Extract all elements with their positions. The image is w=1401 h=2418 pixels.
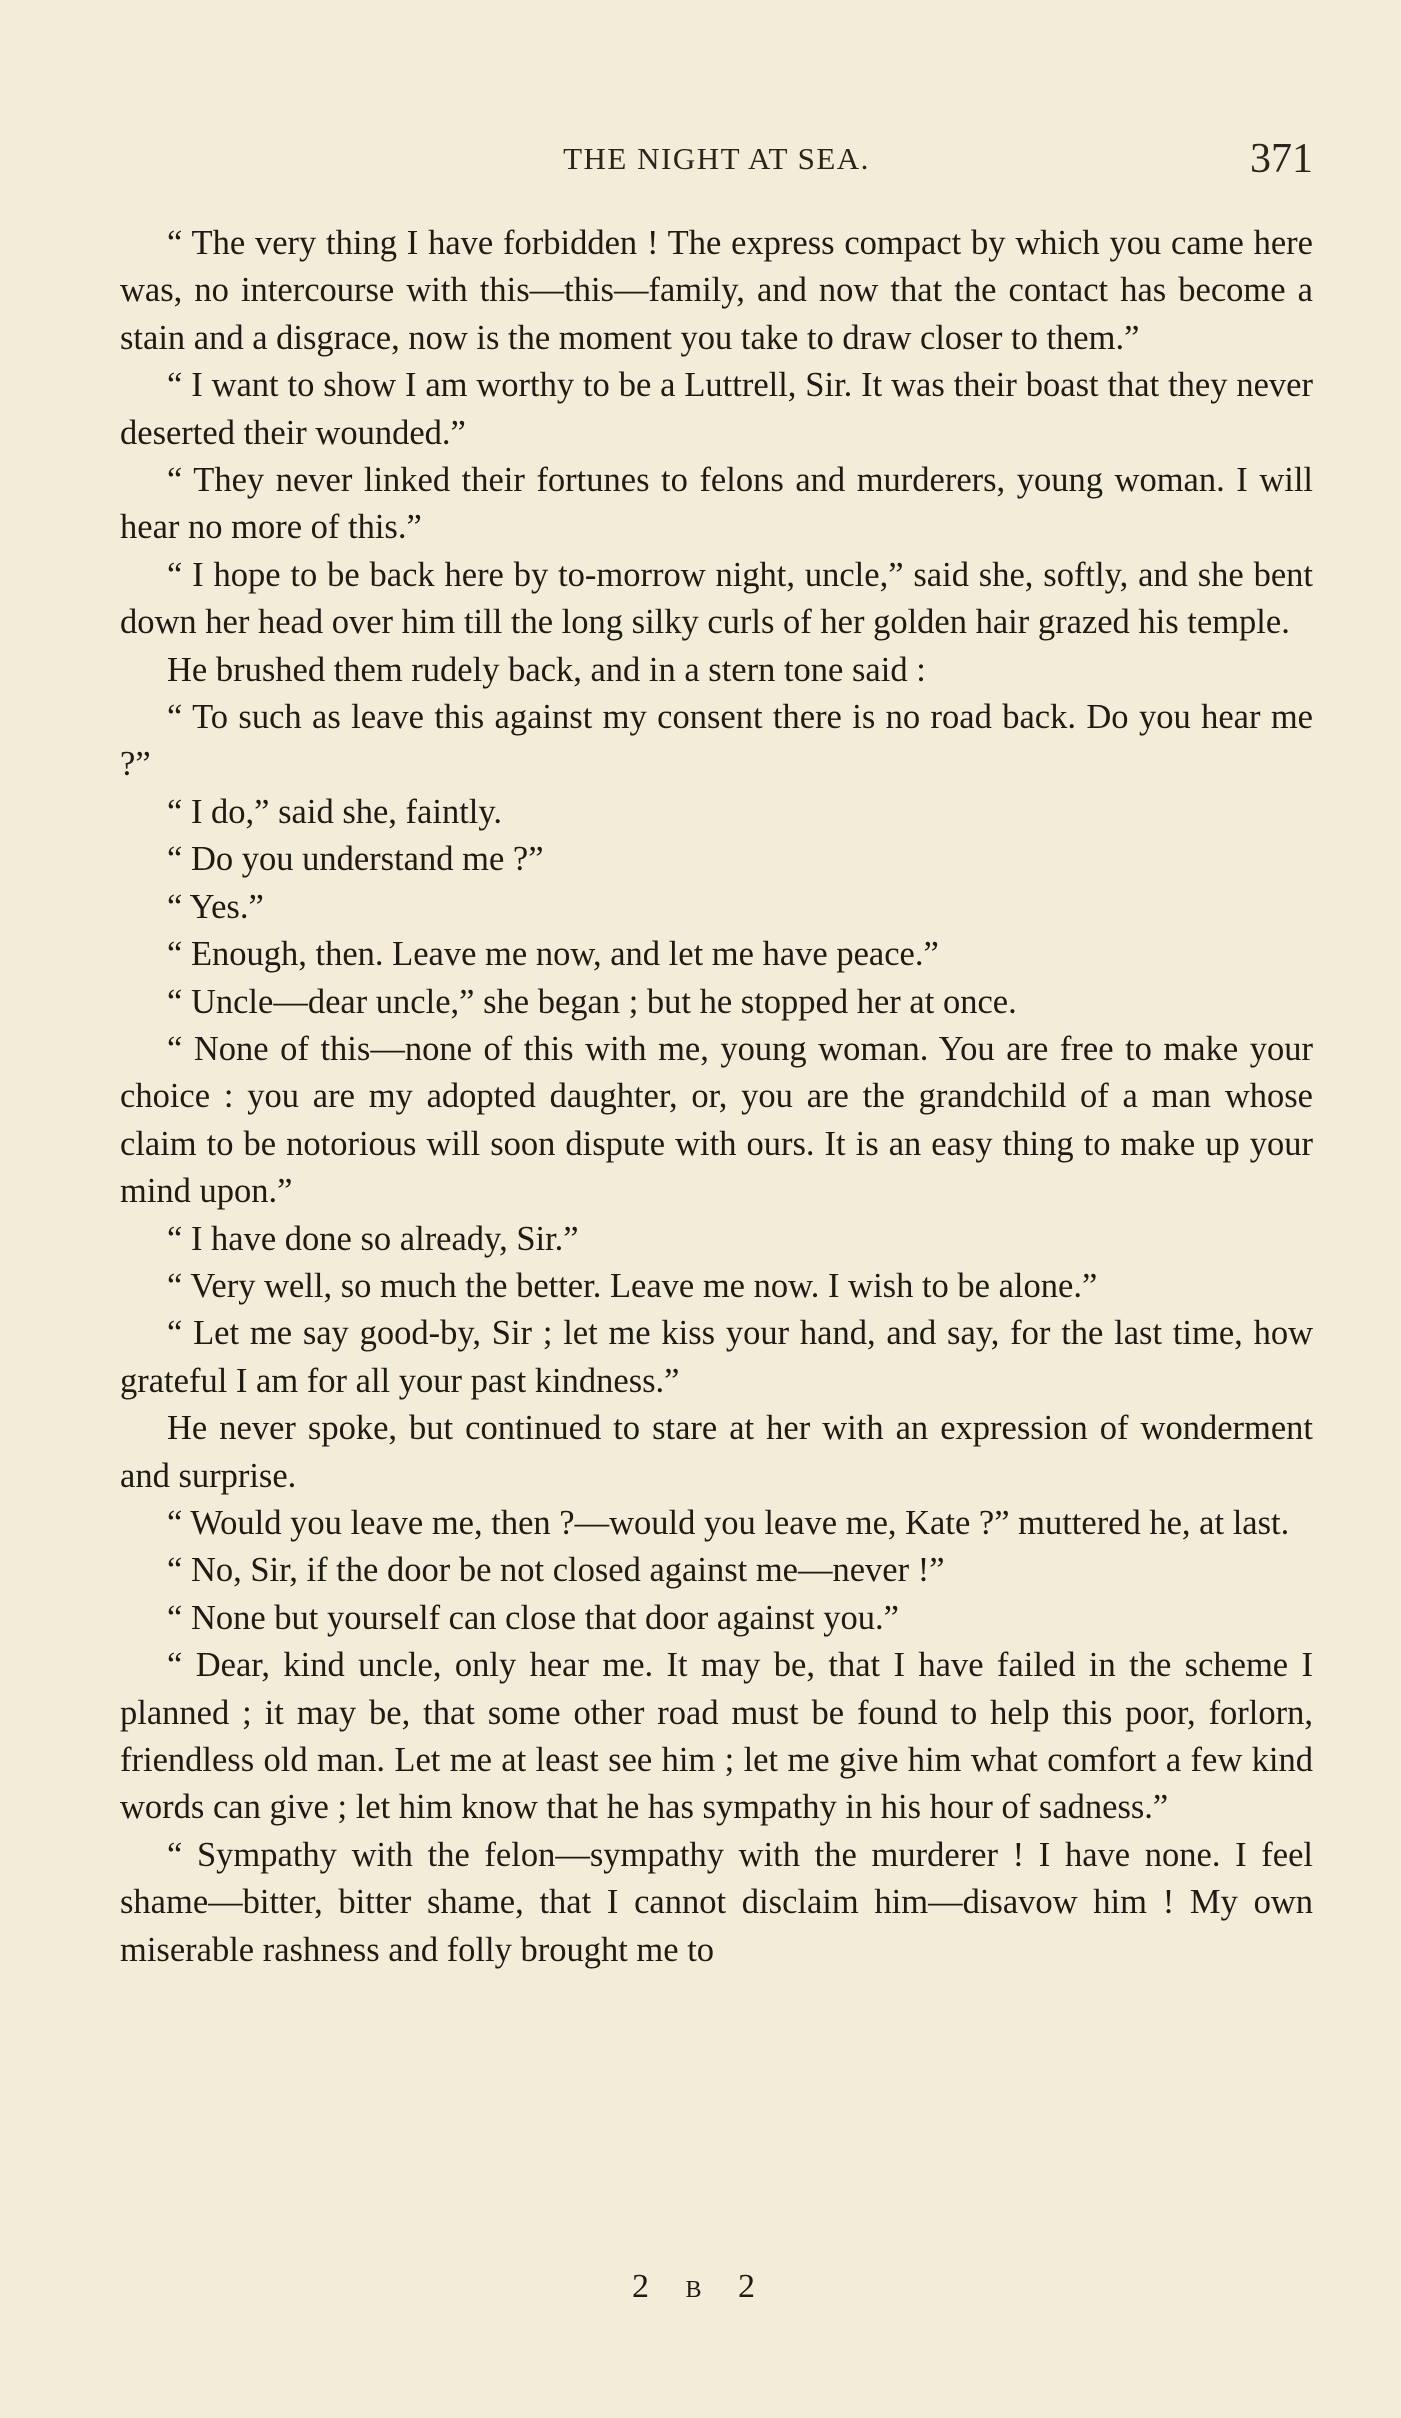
signature-mark bbox=[0, 2268, 1401, 2306]
signature-right: 2 bbox=[738, 2268, 769, 2305]
signature-left: 2 bbox=[631, 2268, 663, 2305]
paragraph: “ Uncle—dear uncle,” she began ; but he stopped her at once. bbox=[167, 982, 1017, 1021]
paragraph: “ Would you leave me, then ?—would you leave me, Kate ?” muttered he, at last. bbox=[167, 1503, 1290, 1542]
body-text bbox=[120, 220, 1313, 1974]
paragraph: “ Yes.” bbox=[167, 887, 264, 926]
paragraph: “ I hope to be back here by to-morrow night, uncle,” said she, softly, and she bent down her head over him till the long silky curls of her golden hair grazed his temple. bbox=[120, 555, 1313, 642]
paragraph: “ None but yourself can close that door against you.” bbox=[167, 1598, 899, 1637]
paragraph: “ None of this—none of this with me, young woman. You are free to make your choice : you are my adopted daughter, or, you are the grandchild of a man whose claim to be notorious will soon dispute with ours. It is an easy thing to make up your mind upon.” bbox=[120, 1029, 1313, 1211]
paragraph: “ Let me say good-by, Sir ; let me kiss your hand, and say, for the last time, how grateful I am for all your past kindness.” bbox=[120, 1314, 1313, 1400]
signature-middle: B bbox=[685, 2277, 716, 2303]
paragraph: “ To such as leave this against my consent there is no road back. Do you hear me ?” bbox=[120, 698, 1313, 784]
paragraph: “ Dear, kind uncle, only hear me. It may be, that I have failed in the scheme I planned ; it may be, that some other road must be found to help this poor, forlorn, friendless old man. Let me at least see him ; let me give him what comfort a few kind words can give ; let him know that he has sympathy in his hour of sadness.” bbox=[120, 1646, 1313, 1827]
running-head: THE NIGHT AT SEA. bbox=[563, 141, 870, 176]
paragraph: He brushed them rudely back, and in a stern tone said : bbox=[167, 650, 926, 689]
paragraph: “ They never linked their fortunes to felons and murderers, young woman. I will hear no more of this.” bbox=[120, 461, 1313, 547]
page-header bbox=[120, 135, 1313, 195]
paragraph: “ I have done so already, Sir.” bbox=[167, 1219, 579, 1258]
paragraph: “ Do you understand me ?” bbox=[167, 840, 544, 879]
paragraph: He never spoke, but continued to stare at her with an expression of wonderment and surprise. bbox=[120, 1409, 1313, 1495]
paragraph: “ The very thing I have forbidden ! The express compact by which you came here was, no intercourse with this—this—family, and now that the contact has become a stain and a disgrace, now is the moment you take to draw closer to them.” bbox=[120, 224, 1313, 357]
paragraph: “ No, Sir, if the door be not closed against me—never !” bbox=[167, 1551, 945, 1590]
paragraph: “ Enough, then. Leave me now, and let me have peace.” bbox=[167, 935, 939, 974]
paragraph: “ I do,” said she, faintly. bbox=[167, 792, 502, 831]
paragraph: “ Sympathy with the felon—sympathy with the murderer ! I have none. I feel shame—bitter, bitter shame, that I cannot disclaim him—disavow him ! My own miserable rashness and folly brought me to bbox=[120, 1835, 1313, 1969]
paragraph: “ Very well, so much the better. Leave me now. I wish to be alone.” bbox=[167, 1266, 1098, 1305]
paragraph: “ I want to show I am worthy to be a Luttrell, Sir. It was their boast that they never deserted their wounded.” bbox=[120, 366, 1313, 452]
page-number: 371 bbox=[1250, 136, 1313, 182]
